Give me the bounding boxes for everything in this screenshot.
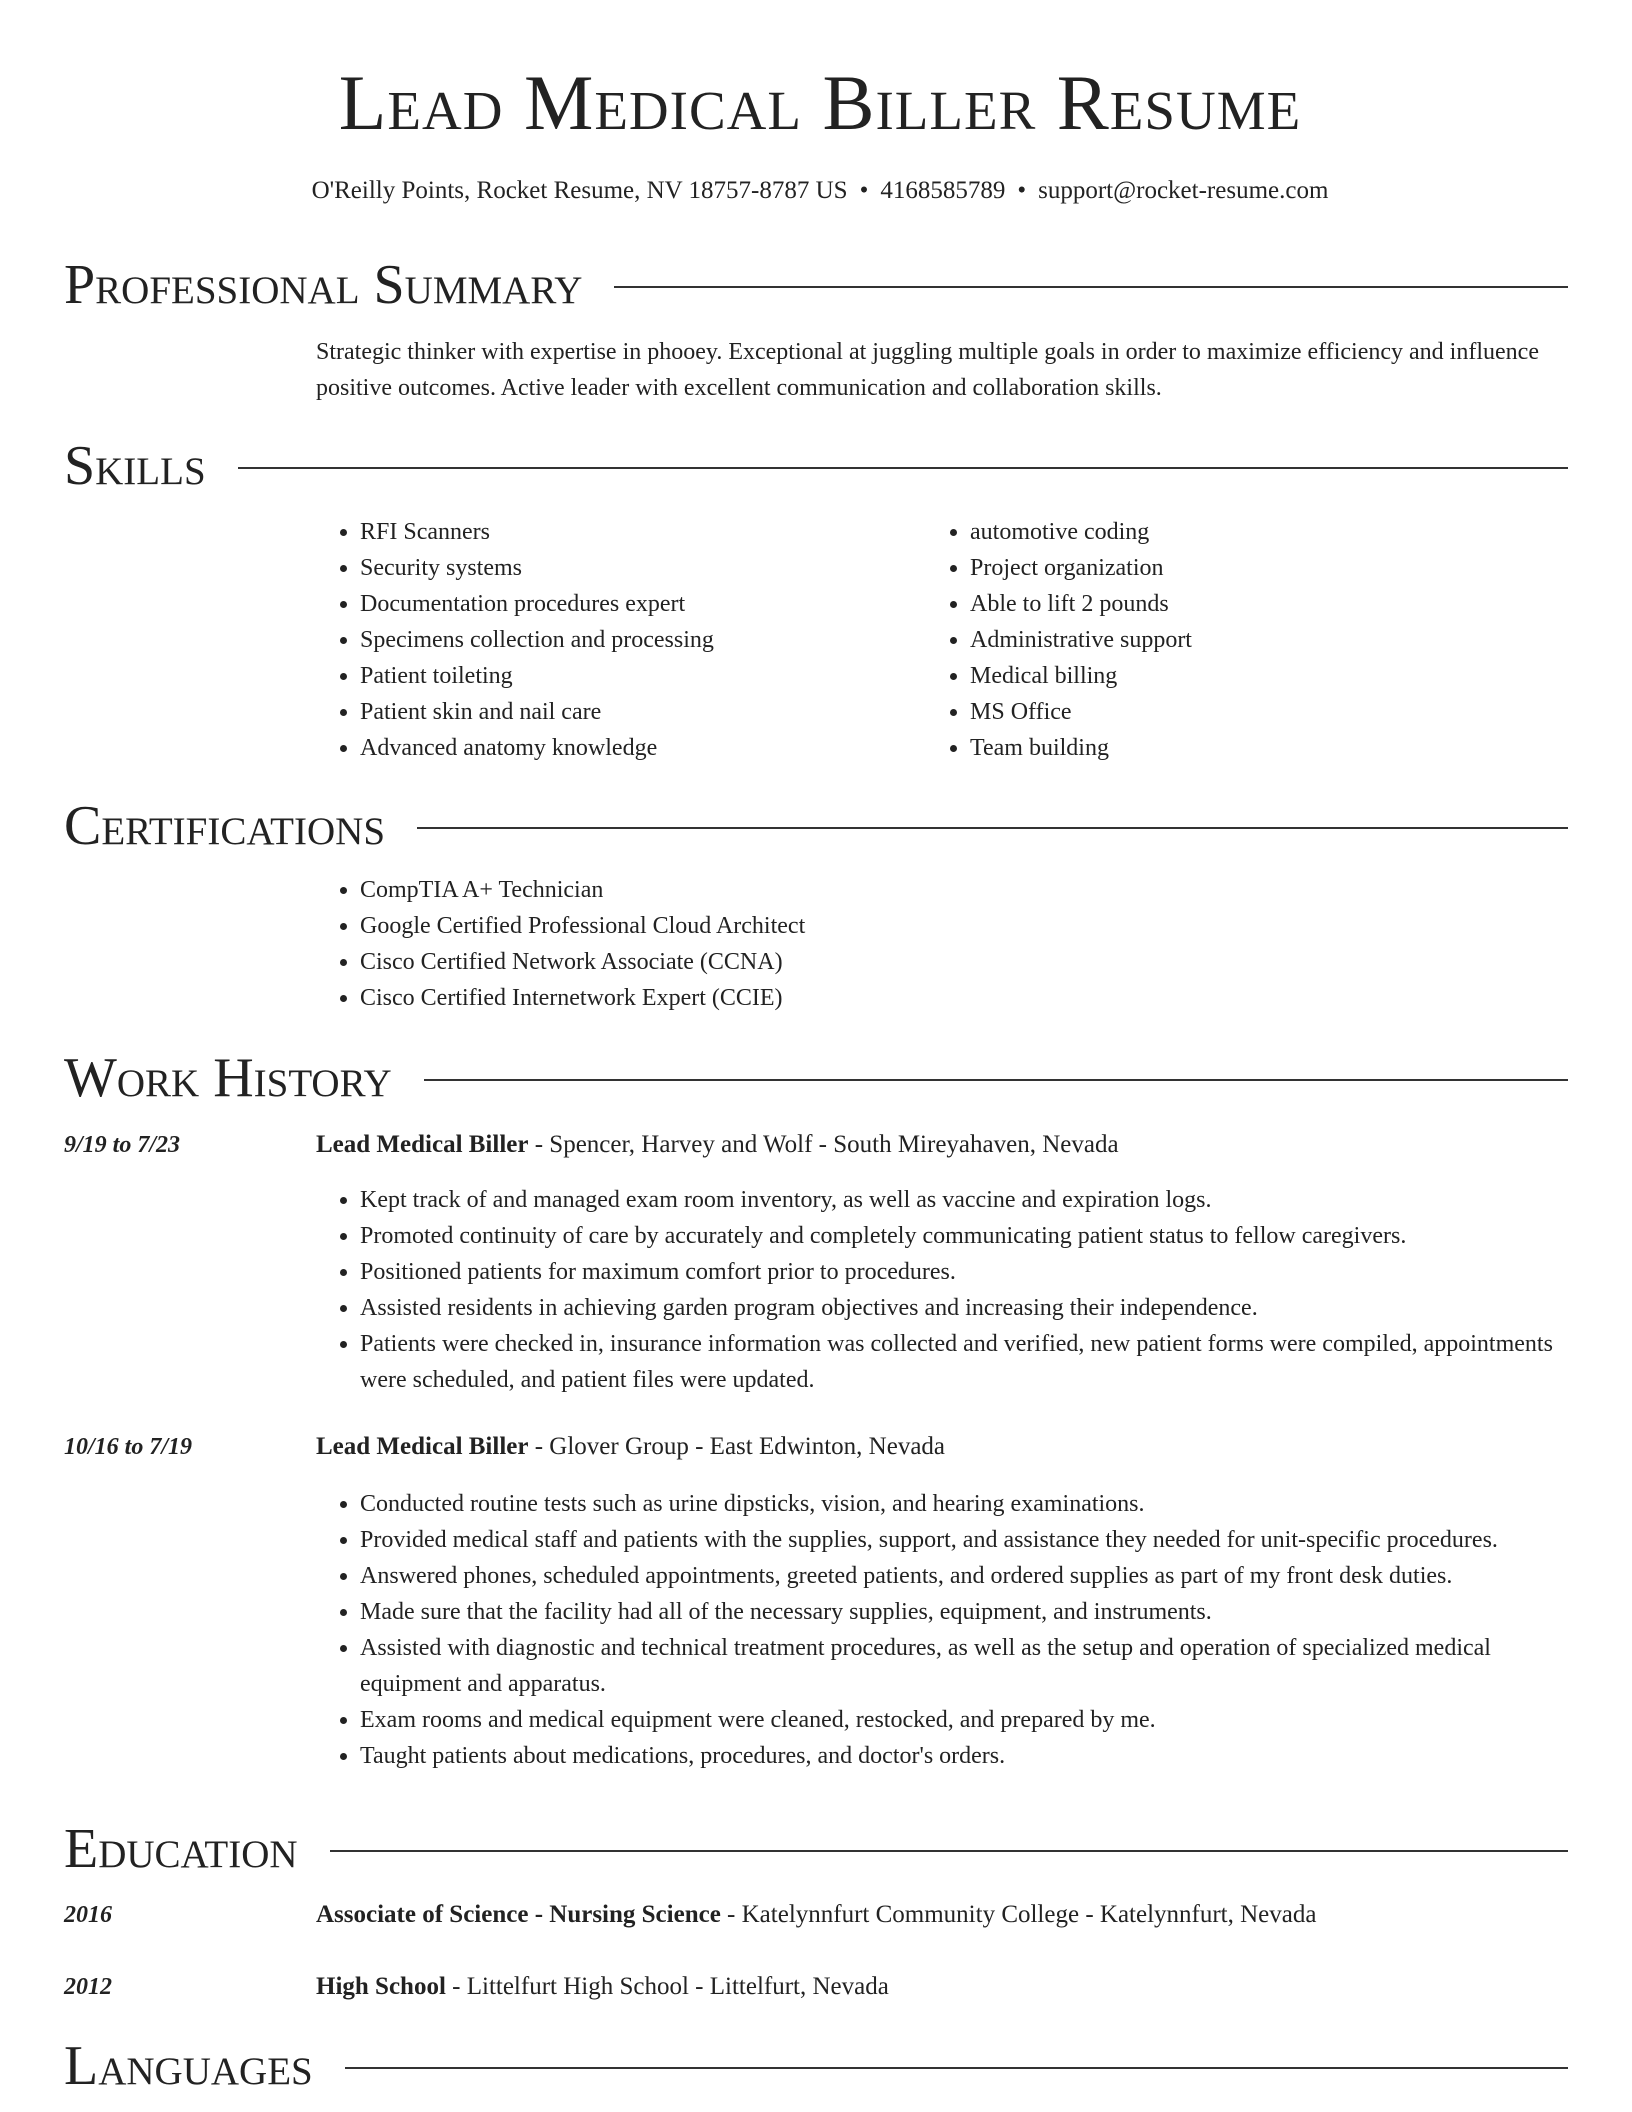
job-bullet: • Taught patients about medications, procedures, and doctor's orders.	[360, 1738, 1568, 1774]
skill-item: • Patient toileting	[360, 658, 916, 694]
contact-email: support@rocket-resume.com	[1038, 177, 1329, 204]
job-bullet: • Answered phones, scheduled appointments, greeted patients, and ordered supplies as part of my front desk duties.	[360, 1558, 1568, 1594]
skill-item: • Medical billing	[970, 658, 1526, 694]
job-header	[316, 1430, 1568, 1464]
skill-item: • Project organization	[970, 550, 1526, 586]
education-school: - Katelynnfurt Community College - Katelynnfurt, Nevada	[720, 1901, 1317, 1928]
education-school: - Littelfurt High School - Littelfurt, Nevada	[445, 1973, 889, 2000]
section-title: Skills	[64, 435, 206, 497]
job-dates: 10/16 to 7/19	[64, 1434, 193, 1460]
job-bullet: • Exam rooms and medical equipment were cleaned, restocked, and prepared by me.	[360, 1702, 1568, 1738]
skill-item: • Security systems	[360, 550, 916, 586]
job-bullet: • Provided medical staff and patients with the supplies, support, and assistance they needed for unit-specific procedures.	[360, 1522, 1568, 1558]
education-year: 2012	[64, 1974, 112, 2000]
education-year: 2016	[64, 1902, 112, 1928]
certification-item: • CompTIA A+ Technician	[360, 872, 1316, 908]
section-divider	[417, 827, 1568, 829]
certifications-list	[316, 872, 1316, 1016]
section-title: Languages	[64, 2035, 313, 2097]
job-bullet: • Conducted routine tests such as urine dipsticks, vision, and hearing examinations.	[360, 1486, 1568, 1522]
skill-item: • Able to lift 2 pounds	[970, 586, 1526, 622]
education-degree: High School	[316, 1973, 446, 2000]
certification-item: • Cisco Certified Internetwork Expert (CCIE)	[360, 980, 1316, 1016]
education-degree: Associate of Science - Nursing Science	[316, 1901, 721, 1928]
job-bullet: • Patients were checked in, insurance information was collected and verified, new patient forms were compiled, appointments were scheduled, and patient files were updated.	[360, 1326, 1568, 1398]
section-divider	[330, 1850, 1568, 1852]
section-divider	[238, 467, 1568, 469]
section-education-heading	[64, 1817, 1568, 1881]
section-title: Work History	[64, 1047, 392, 1109]
job-title: Lead Medical Biller	[316, 1433, 529, 1460]
job-bullets	[316, 1182, 1568, 1398]
job-bullet: • Promoted continuity of care by accurately and completely communicating patient status to fellow caregivers.	[360, 1218, 1568, 1254]
section-languages-heading	[64, 2034, 1568, 2098]
summary-text: Strategic thinker with expertise in phooey. Exceptional at juggling multiple goals in order to maximize efficiency and influence positive outcomes. Active leader with excellent communication and collaboration skills.	[316, 339, 1539, 401]
skills-right-column	[926, 514, 1526, 766]
resume-title: Lead Medical Biller Resume	[338, 59, 1302, 146]
job-company: - Spencer, Harvey and Wolf - South Mireyahaven, Nevada	[528, 1131, 1119, 1158]
job-bullet: • Made sure that the facility had all of the necessary supplies, equipment, and instruments.	[360, 1594, 1568, 1630]
section-title: Professional Summary	[64, 254, 583, 316]
skill-item: • automotive coding	[970, 514, 1526, 550]
skill-item: • Documentation procedures expert	[360, 586, 916, 622]
skill-item: • Advanced anatomy knowledge	[360, 730, 916, 766]
contact-address: O'Reilly Points, Rocket Resume, NV 18757-8787 US	[311, 177, 848, 204]
job-title: Lead Medical Biller	[316, 1131, 529, 1158]
job-bullet: • Assisted with diagnostic and technical treatment procedures, as well as the setup and operation of specialized medical equipment and apparatus.	[360, 1630, 1568, 1702]
education-entry	[316, 1970, 1568, 2004]
skill-item: • Team building	[970, 730, 1526, 766]
section-summary-heading	[64, 253, 1568, 317]
skill-item: • Administrative support	[970, 622, 1526, 658]
section-title: Education	[64, 1818, 298, 1880]
section-work-heading	[64, 1046, 1568, 1110]
job-bullet: • Kept track of and managed exam room inventory, as well as vaccine and expiration logs.	[360, 1182, 1568, 1218]
certification-item: • Cisco Certified Network Associate (CCNA)	[360, 944, 1316, 980]
job-company: - Glover Group - East Edwinton, Nevada	[528, 1433, 946, 1460]
job-header	[316, 1128, 1568, 1162]
job-bullets	[316, 1486, 1568, 1774]
section-divider	[424, 1079, 1568, 1081]
job-bullet: • Positioned patients for maximum comfort prior to procedures.	[360, 1254, 1568, 1290]
section-title: Certifications	[64, 795, 386, 857]
section-divider	[614, 286, 1568, 288]
skill-item: • Specimens collection and processing	[360, 622, 916, 658]
section-certifications-heading	[64, 794, 1568, 858]
contact-separator: •	[859, 177, 869, 204]
skills-left-column	[316, 514, 916, 766]
job-dates: 9/19 to 7/23	[64, 1132, 181, 1158]
section-skills-heading	[64, 434, 1568, 498]
certification-item: • Google Certified Professional Cloud Architect	[360, 908, 1316, 944]
contact-phone: 4168585789	[880, 177, 1006, 204]
skill-item: • MS Office	[970, 694, 1526, 730]
contact-line	[0, 176, 1632, 206]
skill-item: • RFI Scanners	[360, 514, 916, 550]
education-entry	[316, 1898, 1568, 1932]
contact-separator: •	[1017, 177, 1027, 204]
job-bullet: • Assisted residents in achieving garden program objectives and increasing their independence.	[360, 1290, 1568, 1326]
section-divider	[345, 2067, 1568, 2069]
skill-item: • Patient skin and nail care	[360, 694, 916, 730]
